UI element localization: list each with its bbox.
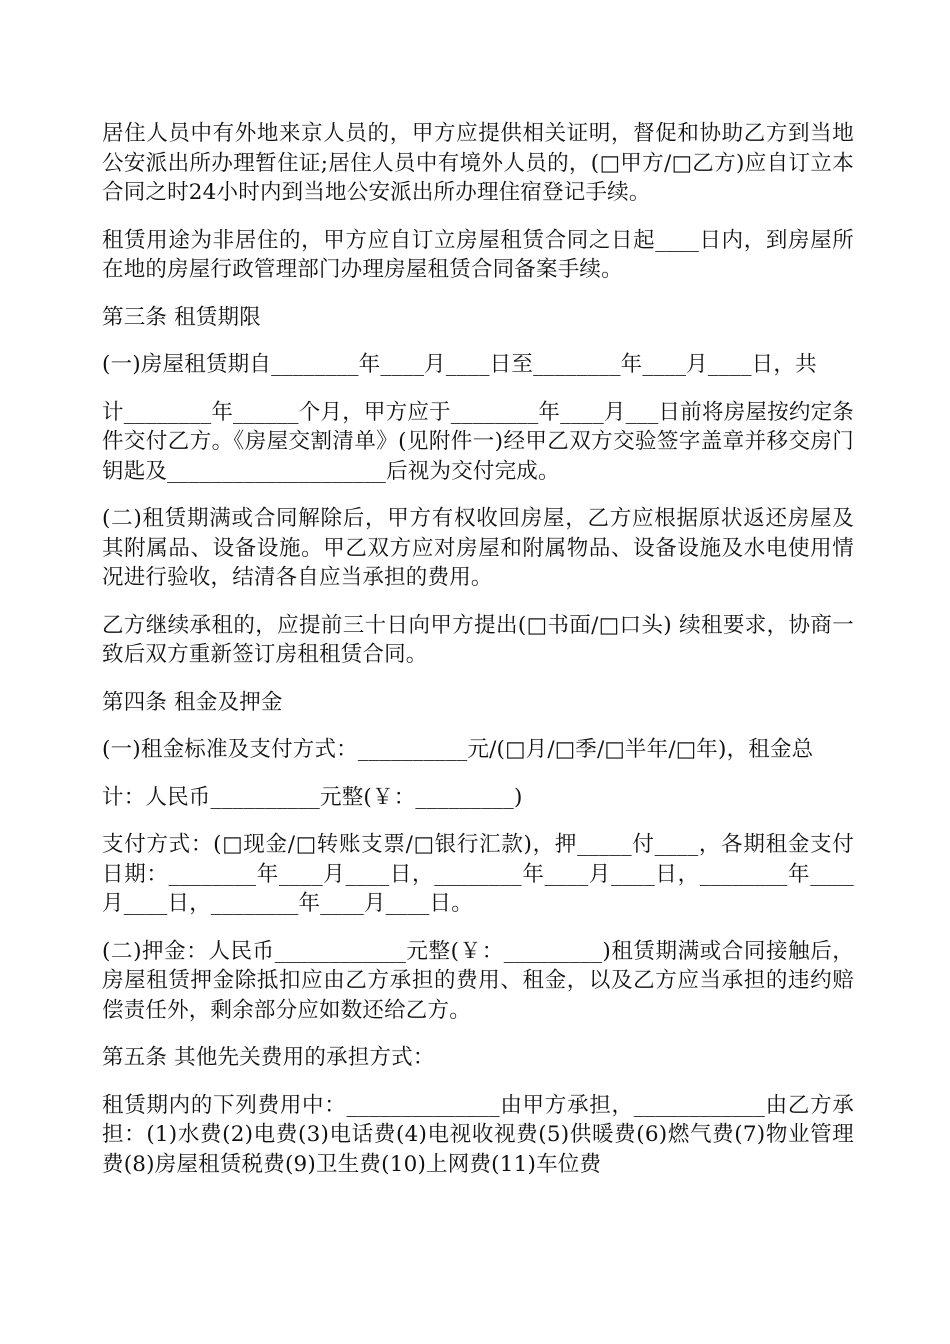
paragraph-deposit: (二)押金：人民币____________元整(￥：_________)租赁期满或合同接触后，房屋租赁押金除抵扣应由乙方承担的费用、租金，以及乙方应当承担的违约赔偿责任外，剩余部分应如数还给乙方。 (102, 938, 854, 1023)
paragraph-rent-total: 计：人民币__________元整(￥：_________) (102, 784, 523, 810)
paragraph-resident-registration: 居住人员中有外地来京人员的，甲方应提供相关证明，督促和协助乙方到当地公安派出所办理暂住证;居住人员中有境外人员的，(□甲方/□乙方)应自订立本合同之时24小时内到当地公安派出所办理住宿登记手续。 (102, 121, 854, 205)
document-body (102, 119, 854, 1197)
paragraph-payment-method: 支付方式：(□现金/□转账支票/□银行汇款)，押_____付____，各期租金支付日期：________年____月____日，________年____月____日，________年____月____日，________年____月____日。 (102, 832, 854, 916)
paragraph-fee-allocation: 租赁期内的下列费用中：______________由甲方承担，____________由乙方承担：(1)水费(2)电费(3)电话费(4)电视收视费(5)供暖费(6)燃气费(7)物业管理费(8)房屋租赁税费(9)卫生费(10)上网费(11)车位费 (102, 1092, 854, 1177)
paragraph-lease-term-total: 计________年______个月，甲方应于________年____月___日前将房屋按约定条件交付乙方。《房屋交割清单》(见附件一)经甲乙双方交验签字盖章并移交房门钥匙及____________________后视为交付完成。 (102, 399, 854, 484)
paragraph-non-residential-filing: 租赁用途为非居住的，甲方应自订立房屋租赁合同之日起____日内，到房屋所在地的房屋行政管理部门办理房屋租赁合同备案手续。 (102, 227, 854, 282)
paragraph-lease-expiry: (二)租赁期满或合同解除后，甲方有权收回房屋，乙方应根据原状返还房屋及其附属品、设备设施。甲乙双方应对房屋和附属物品、设备设施及水电使用情况进行验收，结清各自应当承担的费用。 (102, 506, 854, 590)
heading-article-3: 第三条 租赁期限 (102, 304, 261, 330)
paragraph-rent-standard: (一)租金标准及支付方式：__________元/(□月/□季/□半年/□年)，租金总 (102, 737, 814, 762)
paragraph-lease-term-start: (一)房屋租赁期自________年____月____日至________年____月____日，共 (102, 352, 817, 377)
paragraph-renewal: 乙方继续承租的，应提前三十日向甲方提出(□书面/□口头) 续租要求，协商一致后双方重新签订房租租赁合同。 (102, 612, 854, 667)
heading-article-4: 第四条 租金及押金 (102, 689, 283, 715)
heading-article-5: 第五条 其他先关费用的承担方式： (102, 1045, 435, 1070)
